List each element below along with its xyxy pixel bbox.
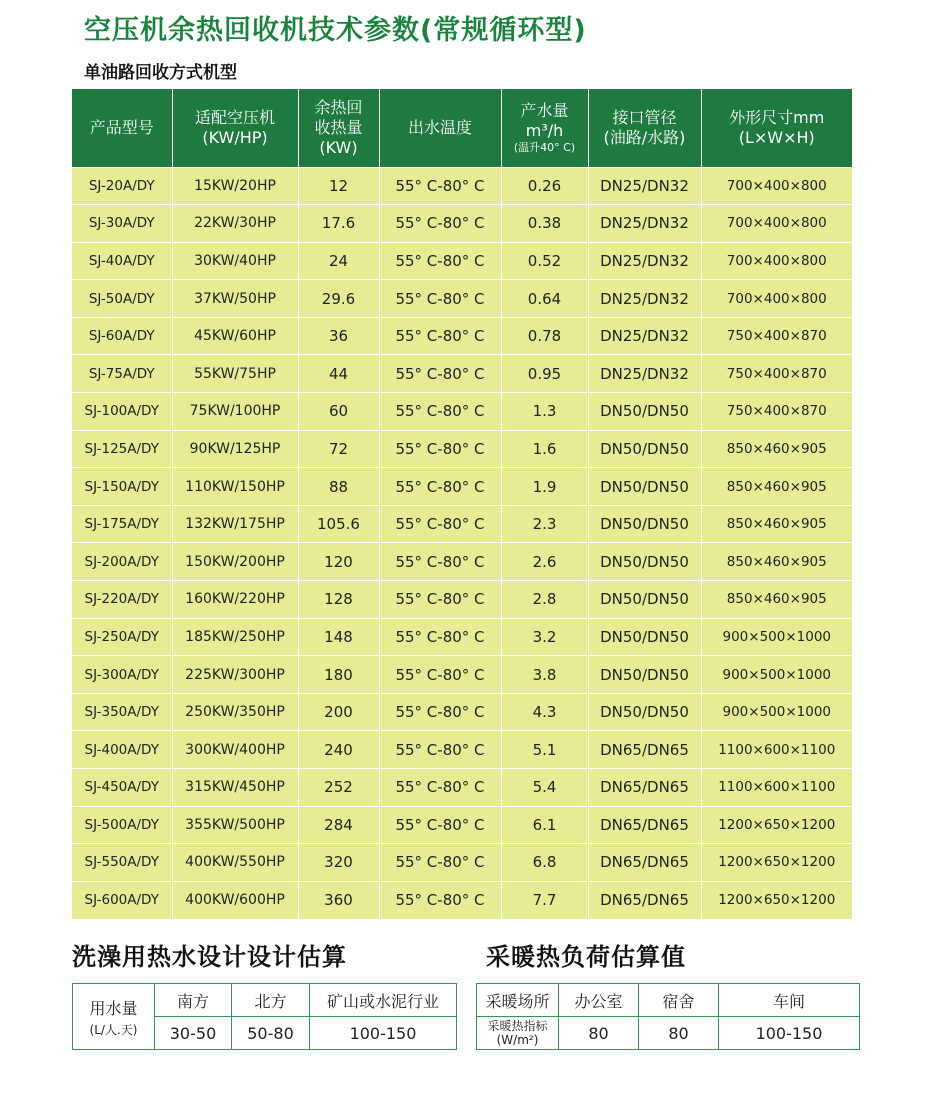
- model-cell: SJ-200A/DY: [72, 543, 172, 581]
- pipe-cell: DN50/DN50: [588, 505, 701, 543]
- model-cell: SJ-60A/DY: [72, 317, 172, 355]
- spec-header-row: [72, 89, 852, 167]
- heat-cell: 29.6: [298, 280, 379, 318]
- pipe-cell: DN50/DN50: [588, 693, 701, 731]
- dimension-cell: 900×500×1000: [701, 618, 852, 656]
- heating-value-workshop: 100-150: [719, 1017, 860, 1050]
- heat-cell: 44: [298, 355, 379, 393]
- table-row: [72, 806, 852, 844]
- compressor-cell: 400KW/600HP: [172, 881, 298, 919]
- table-row: [72, 430, 852, 468]
- bath-section-title: 洗澡用热水设计设计估算: [72, 943, 347, 971]
- heating-value-dorm: 80: [639, 1017, 719, 1050]
- heat-cell: 180: [298, 656, 379, 694]
- heat-cell: 148: [298, 618, 379, 656]
- compressor-cell: 90KW/125HP: [172, 430, 298, 468]
- heating-value-office: 80: [559, 1017, 639, 1050]
- heat-cell: 72: [298, 430, 379, 468]
- pipe-cell: DN50/DN50: [588, 468, 701, 506]
- heating-header-label: 采暖场所: [477, 984, 559, 1017]
- compressor-cell: 160KW/220HP: [172, 581, 298, 619]
- dimension-cell: 750×400×870: [701, 355, 852, 393]
- dimension-cell: 1200×650×1200: [701, 844, 852, 882]
- dimension-cell: 850×460×905: [701, 468, 852, 506]
- heating-section-title: 采暖热负荷估算值: [486, 943, 686, 971]
- temp-cell: 55° C-80° C: [379, 393, 501, 431]
- table-row: [72, 731, 852, 769]
- table-row: [72, 618, 852, 656]
- water-cell: 7.7: [501, 881, 588, 919]
- compressor-cell: 55KW/75HP: [172, 355, 298, 393]
- pipe-cell: DN65/DN65: [588, 769, 701, 807]
- temp-cell: 55° C-80° C: [379, 656, 501, 694]
- water-cell: 3.2: [501, 618, 588, 656]
- model-cell: SJ-600A/DY: [72, 881, 172, 919]
- heat-cell: 105.6: [298, 505, 379, 543]
- pipe-cell: DN65/DN65: [588, 844, 701, 882]
- bath-col-north: 北方: [232, 984, 310, 1017]
- water-cell: 1.6: [501, 430, 588, 468]
- pipe-cell: DN50/DN50: [588, 543, 701, 581]
- pipe-cell: DN65/DN65: [588, 731, 701, 769]
- temp-cell: 55° C-80° C: [379, 355, 501, 393]
- spec-table: [72, 89, 852, 919]
- heat-cell: 128: [298, 581, 379, 619]
- water-cell: 2.3: [501, 505, 588, 543]
- water-cell: 3.8: [501, 656, 588, 694]
- header-dimensions: 外形尺寸mm (L×W×H): [701, 89, 852, 167]
- pipe-cell: DN25/DN32: [588, 280, 701, 318]
- pipe-cell: DN65/DN65: [588, 881, 701, 919]
- pipe-cell: DN50/DN50: [588, 581, 701, 619]
- temp-cell: 55° C-80° C: [379, 505, 501, 543]
- dimension-cell: 900×500×1000: [701, 656, 852, 694]
- dimension-cell: 1200×650×1200: [701, 806, 852, 844]
- heat-cell: 88: [298, 468, 379, 506]
- model-cell: SJ-220A/DY: [72, 581, 172, 619]
- water-cell: 0.52: [501, 242, 588, 280]
- pipe-cell: DN25/DN32: [588, 205, 701, 243]
- table-row: [72, 468, 852, 506]
- temp-cell: 55° C-80° C: [379, 844, 501, 882]
- heat-cell: 360: [298, 881, 379, 919]
- temp-cell: 55° C-80° C: [379, 468, 501, 506]
- temp-cell: 55° C-80° C: [379, 881, 501, 919]
- table-row: [72, 317, 852, 355]
- dimension-cell: 750×400×870: [701, 393, 852, 431]
- model-cell: SJ-450A/DY: [72, 769, 172, 807]
- pipe-cell: DN25/DN32: [588, 167, 701, 205]
- bath-col-south: 南方: [155, 984, 232, 1017]
- model-cell: SJ-250A/DY: [72, 618, 172, 656]
- water-cell: 2.6: [501, 543, 588, 581]
- temp-cell: 55° C-80° C: [379, 167, 501, 205]
- table-row: [72, 656, 852, 694]
- pipe-cell: DN25/DN32: [588, 242, 701, 280]
- water-cell: 0.38: [501, 205, 588, 243]
- pipe-cell: DN50/DN50: [588, 656, 701, 694]
- model-cell: SJ-150A/DY: [72, 468, 172, 506]
- bath-value-mining: 100-150: [310, 1017, 457, 1050]
- model-cell: SJ-175A/DY: [72, 505, 172, 543]
- compressor-cell: 400KW/550HP: [172, 844, 298, 882]
- table-row: [72, 355, 852, 393]
- model-cell: SJ-350A/DY: [72, 693, 172, 731]
- heating-table: [476, 983, 860, 1050]
- heat-cell: 252: [298, 769, 379, 807]
- heat-cell: 320: [298, 844, 379, 882]
- water-cell: 6.1: [501, 806, 588, 844]
- dimension-cell: 850×460×905: [701, 430, 852, 468]
- compressor-cell: 355KW/500HP: [172, 806, 298, 844]
- dimension-cell: 850×460×905: [701, 505, 852, 543]
- heat-cell: 240: [298, 731, 379, 769]
- table-row: [72, 205, 852, 243]
- water-cell: 5.4: [501, 769, 588, 807]
- pipe-cell: DN65/DN65: [588, 806, 701, 844]
- water-cell: 5.1: [501, 731, 588, 769]
- dimension-cell: 750×400×870: [701, 317, 852, 355]
- header-water-output: 产水量 m³/h (温升40° C): [501, 89, 588, 167]
- temp-cell: 55° C-80° C: [379, 769, 501, 807]
- heating-col-dorm: 宿舍: [639, 984, 719, 1017]
- table-row: [72, 543, 852, 581]
- heat-cell: 200: [298, 693, 379, 731]
- pipe-cell: DN50/DN50: [588, 430, 701, 468]
- dimension-cell: 700×400×800: [701, 242, 852, 280]
- compressor-cell: 132KW/175HP: [172, 505, 298, 543]
- table-row: [72, 505, 852, 543]
- table-row: [72, 167, 852, 205]
- compressor-cell: 250KW/350HP: [172, 693, 298, 731]
- header-model: 产品型号: [72, 89, 172, 167]
- pipe-cell: DN25/DN32: [588, 355, 701, 393]
- temp-cell: 55° C-80° C: [379, 581, 501, 619]
- page-title: 空压机余热回收机技术参数(常规循环型): [84, 15, 587, 46]
- header-outlet-temp: 出水温度: [379, 89, 501, 167]
- model-cell: SJ-550A/DY: [72, 844, 172, 882]
- header-heat: 余热回 收热量 (KW): [298, 89, 379, 167]
- header-pipe-size: 接口管径 (油路/水路): [588, 89, 701, 167]
- compressor-cell: 45KW/60HP: [172, 317, 298, 355]
- temp-cell: 55° C-80° C: [379, 543, 501, 581]
- table-row: [72, 581, 852, 619]
- dimension-cell: 1100×600×1100: [701, 731, 852, 769]
- compressor-cell: 150KW/200HP: [172, 543, 298, 581]
- water-cell: 0.26: [501, 167, 588, 205]
- compressor-cell: 15KW/20HP: [172, 167, 298, 205]
- bath-col-mining: 矿山或水泥行业: [310, 984, 457, 1017]
- table-row: [72, 280, 852, 318]
- temp-cell: 55° C-80° C: [379, 618, 501, 656]
- model-cell: SJ-75A/DY: [72, 355, 172, 393]
- heat-cell: 60: [298, 393, 379, 431]
- compressor-cell: 37KW/50HP: [172, 280, 298, 318]
- table-row: [72, 769, 852, 807]
- table-row: [72, 393, 852, 431]
- water-cell: 0.95: [501, 355, 588, 393]
- dimension-cell: 850×460×905: [701, 581, 852, 619]
- compressor-cell: 185KW/250HP: [172, 618, 298, 656]
- model-cell: SJ-30A/DY: [72, 205, 172, 243]
- bath-value-south: 30-50: [155, 1017, 232, 1050]
- dimension-cell: 700×400×800: [701, 280, 852, 318]
- water-cell: 6.8: [501, 844, 588, 882]
- table-row: [72, 844, 852, 882]
- header-compressor: 适配空压机 (KW/HP): [172, 89, 298, 167]
- temp-cell: 55° C-80° C: [379, 806, 501, 844]
- water-cell: 0.64: [501, 280, 588, 318]
- heating-col-workshop: 车间: [719, 984, 860, 1017]
- temp-cell: 55° C-80° C: [379, 317, 501, 355]
- bath-row-label: 用水量 (L/人.天): [73, 984, 155, 1050]
- pipe-cell: DN50/DN50: [588, 618, 701, 656]
- heating-row-label: 采暖热指标 (W/m²): [477, 1017, 559, 1050]
- compressor-cell: 110KW/150HP: [172, 468, 298, 506]
- compressor-cell: 75KW/100HP: [172, 393, 298, 431]
- water-cell: 4.3: [501, 693, 588, 731]
- model-cell: SJ-100A/DY: [72, 393, 172, 431]
- model-cell: SJ-40A/DY: [72, 242, 172, 280]
- temp-cell: 55° C-80° C: [379, 731, 501, 769]
- model-cell: SJ-125A/DY: [72, 430, 172, 468]
- temp-cell: 55° C-80° C: [379, 205, 501, 243]
- compressor-cell: 22KW/30HP: [172, 205, 298, 243]
- table-row: [72, 693, 852, 731]
- dimension-cell: 700×400×800: [701, 205, 852, 243]
- model-cell: SJ-500A/DY: [72, 806, 172, 844]
- pipe-cell: DN50/DN50: [588, 393, 701, 431]
- pipe-cell: DN25/DN32: [588, 317, 701, 355]
- table-row: [72, 242, 852, 280]
- heat-cell: 24: [298, 242, 379, 280]
- heating-col-office: 办公室: [559, 984, 639, 1017]
- bath-table: [72, 983, 457, 1050]
- water-cell: 1.9: [501, 468, 588, 506]
- heat-cell: 36: [298, 317, 379, 355]
- water-cell: 2.8: [501, 581, 588, 619]
- bath-value-north: 50-80: [232, 1017, 310, 1050]
- temp-cell: 55° C-80° C: [379, 430, 501, 468]
- temp-cell: 55° C-80° C: [379, 242, 501, 280]
- model-cell: SJ-20A/DY: [72, 167, 172, 205]
- dimension-cell: 1200×650×1200: [701, 881, 852, 919]
- heat-cell: 120: [298, 543, 379, 581]
- table-row: [72, 881, 852, 919]
- temp-cell: 55° C-80° C: [379, 280, 501, 318]
- heat-cell: 284: [298, 806, 379, 844]
- compressor-cell: 315KW/450HP: [172, 769, 298, 807]
- model-cell: SJ-400A/DY: [72, 731, 172, 769]
- model-cell: SJ-50A/DY: [72, 280, 172, 318]
- water-cell: 1.3: [501, 393, 588, 431]
- water-cell: 0.78: [501, 317, 588, 355]
- page-subtitle: 单油路回收方式机型: [84, 63, 237, 83]
- dimension-cell: 850×460×905: [701, 543, 852, 581]
- temp-cell: 55° C-80° C: [379, 693, 501, 731]
- dimension-cell: 1100×600×1100: [701, 769, 852, 807]
- heat-cell: 12: [298, 167, 379, 205]
- compressor-cell: 225KW/300HP: [172, 656, 298, 694]
- compressor-cell: 30KW/40HP: [172, 242, 298, 280]
- heat-cell: 17.6: [298, 205, 379, 243]
- dimension-cell: 900×500×1000: [701, 693, 852, 731]
- model-cell: SJ-300A/DY: [72, 656, 172, 694]
- compressor-cell: 300KW/400HP: [172, 731, 298, 769]
- dimension-cell: 700×400×800: [701, 167, 852, 205]
